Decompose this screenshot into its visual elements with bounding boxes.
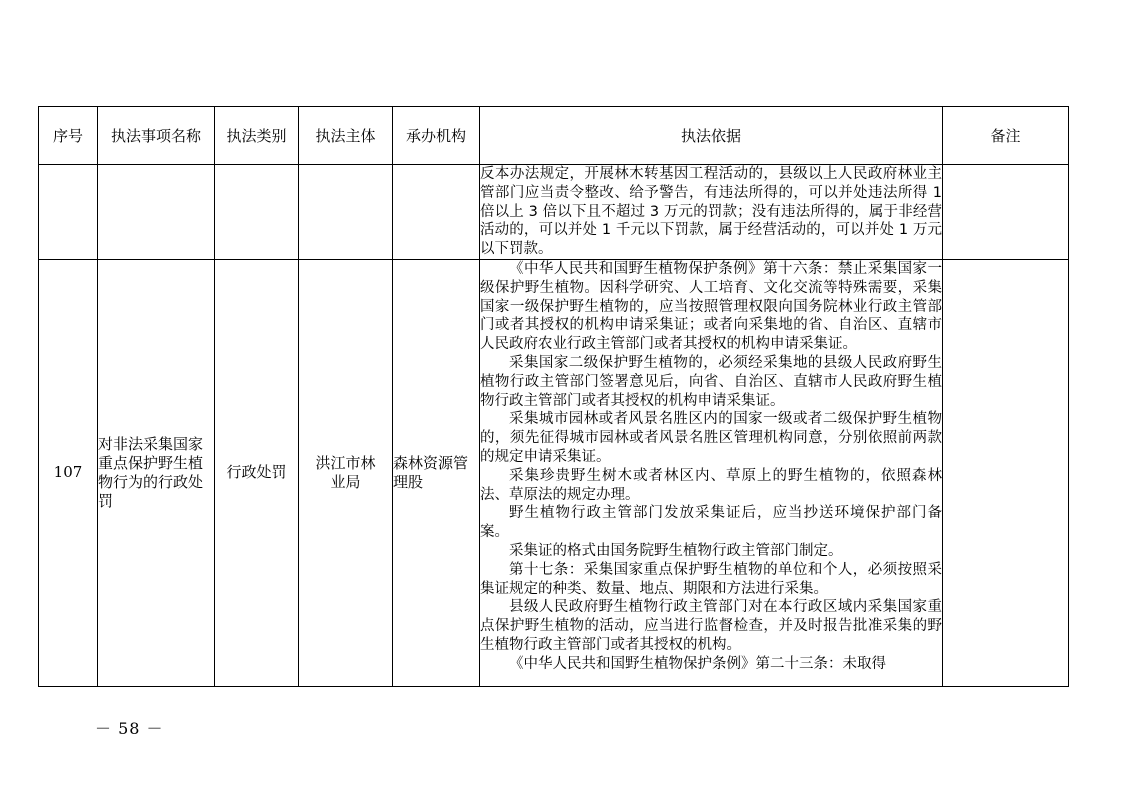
cell-remark-empty bbox=[943, 165, 1069, 260]
basis-paragraph: 采集证的格式由国务院野生植物行政主管部门制定。 bbox=[509, 542, 843, 559]
cell-basis-continued bbox=[480, 165, 943, 260]
cell-remark bbox=[943, 259, 1069, 686]
basis-paragraph: 采集国家二级保护野生植物的，必须经采集地的县级人民政府野生植物行政主管部门签署意见后，向省、自治区、直辖市人民政府野生植物行政主管部门或者其授权的机构申请采集证。 bbox=[480, 354, 942, 409]
cell-item-name-empty bbox=[98, 165, 215, 260]
basis-paragraph: 野生植物行政主管部门发放采集证后，应当抄送环境保护部门备案。 bbox=[480, 505, 942, 541]
header-organ: 承办机构 bbox=[393, 107, 480, 165]
basis-paragraph: 第十七条：采集国家重点保护野生植物的单位和个人，必须按照采集证规定的种类、数量、地点、期限和方法进行采集。 bbox=[480, 561, 942, 597]
header-item-name: 执法事项名称 bbox=[98, 107, 215, 165]
cell-category: 行政处罚 bbox=[215, 259, 299, 686]
table-row-continued bbox=[39, 165, 1069, 260]
basis-continued-text: 反本办法规定，开展林木转基因工程活动的，县级以上人民政府林业主管部门应当责令整改、给予警告，有违法所得的，可以并处违法所得 1 倍以上 3 倍以下且不超过 3 万元的罚款；没有违法所得的，属于非经营活动的，可以并处 1 千元以下罚款，属于经营活动的，可以并处 1 万元以下罚款。 bbox=[480, 166, 942, 258]
basis-paragraph: 采集城市园林或者风景名胜区内的国家一级或者二级保护野生植物的，须先征得城市园林或者风景名胜区管理机构同意，分别依照前两款的规定申请采集证。 bbox=[480, 411, 942, 465]
cell-item-name: 对非法采集国家重点保护野生植物行为的行政处罚 bbox=[98, 259, 215, 686]
cell-basis bbox=[480, 259, 943, 686]
header-basis: 执法依据 bbox=[480, 107, 943, 165]
cell-organ: 森林资源管理股 bbox=[393, 259, 480, 686]
law-enforcement-table bbox=[38, 106, 1069, 687]
table-header-row bbox=[39, 107, 1069, 165]
header-subject: 执法主体 bbox=[299, 107, 393, 165]
cell-seq-empty bbox=[39, 165, 98, 260]
cell-organ-empty bbox=[393, 165, 480, 260]
basis-paragraph: 采集珍贵野生树木或者林区内、草原上的野生植物的，依照森林法、草原法的规定办理。 bbox=[480, 467, 942, 503]
header-seq: 序号 bbox=[39, 107, 98, 165]
cell-category-empty bbox=[215, 165, 299, 260]
basis-paragraph: 《中华人民共和国野生植物保护条例》第十六条：禁止采集国家一级保护野生植物。因科学研究、人工培育、文化交流等特殊需要，采集国家一级保护野生植物的，应当按照管理权限向国务院林业行政主管部门或者其授权的机构申请采集证；或者向采集地的省、自治区、直辖市人民政府农业行政主管部门或者其授权的机构申请采集证。 bbox=[480, 260, 942, 353]
basis-paragraph: 县级人民政府野生植物行政主管部门对在本行政区域内采集国家重点保护野生植物的活动，应当进行监督检查，并及时报告批准采集的野生植物行政主管部门或者其授权的机构。 bbox=[480, 599, 942, 653]
table-row-107 bbox=[39, 259, 1069, 686]
page-number: － 58 － bbox=[95, 719, 164, 738]
basis-paragraph: 《中华人民共和国野生植物保护条例》第二十三条：未取得 bbox=[509, 655, 886, 672]
cell-subject: 洪江市林业局 bbox=[299, 259, 393, 686]
header-remark: 备注 bbox=[943, 107, 1069, 165]
cell-subject-empty bbox=[299, 165, 393, 260]
cell-seq: 107 bbox=[39, 259, 98, 686]
header-category: 执法类别 bbox=[215, 107, 299, 165]
